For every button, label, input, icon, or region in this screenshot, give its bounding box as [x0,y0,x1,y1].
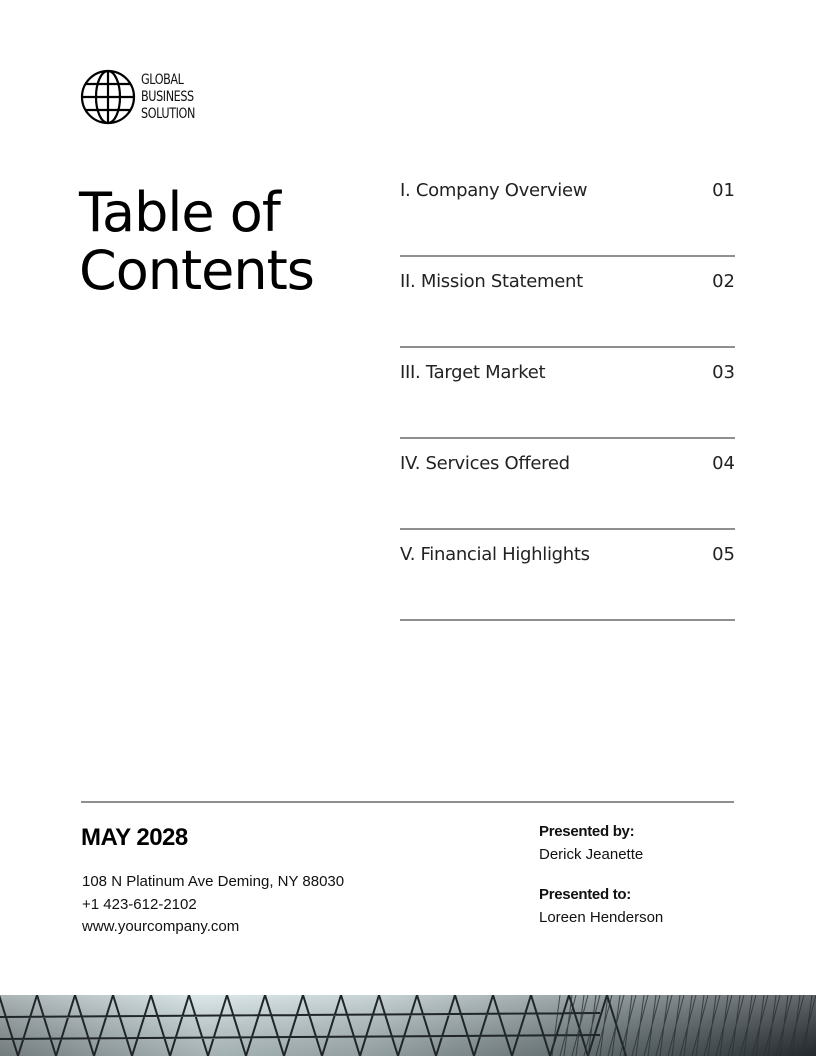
presenters-block [539,823,663,926]
toc-list [400,166,735,621]
company-logo [80,69,208,125]
logo-wordmark [141,72,195,123]
toc-item-page: 04 [712,453,735,474]
presented-to-name: Loreen Henderson [539,909,664,926]
title-line-2: Contents [79,239,314,302]
toc-item[interactable] [400,439,735,530]
toc-item-page: 05 [712,544,735,565]
footer-divider [81,801,734,803]
toc-item-label: IV. Services Offered [400,453,570,474]
toc-item-label: III. Target Market [400,362,546,383]
architectural-lattice-ceiling-photo [0,995,816,1056]
toc-item[interactable] [400,348,735,439]
toc-item-page: 03 [712,362,735,383]
phone-text: +1 423-612-2102 [82,895,197,913]
logo-line: BUSINESS [141,88,194,105]
toc-item-label: I. Company Overview [400,180,588,201]
toc-item-page: 01 [712,180,735,201]
presented-by-name: Derick Jeanette [539,846,644,863]
title-line-1: Table of [79,181,280,244]
page-title [79,181,349,302]
presented-by-label: Presented by: [539,823,635,840]
toc-item[interactable] [400,257,735,348]
toc-item-label: II. Mission Statement [400,271,583,292]
globe-icon [80,69,136,125]
toc-item[interactable] [400,166,735,257]
contact-block [82,871,344,939]
toc-item[interactable] [400,530,735,621]
website-link[interactable]: www.yourcompany.com [82,918,240,935]
address-text: 108 N Platinum Ave Deming, NY 88030 [82,873,345,890]
presented-to-label: Presented to: [539,886,631,903]
banner-image [0,995,816,1056]
logo-line: GLOBAL [141,71,184,88]
toc-item-page: 02 [712,271,735,292]
toc-item-label: V. Financial Highlights [400,544,590,565]
report-date: MAY 2028 [81,824,188,851]
logo-line: SOLUTION [141,105,195,122]
